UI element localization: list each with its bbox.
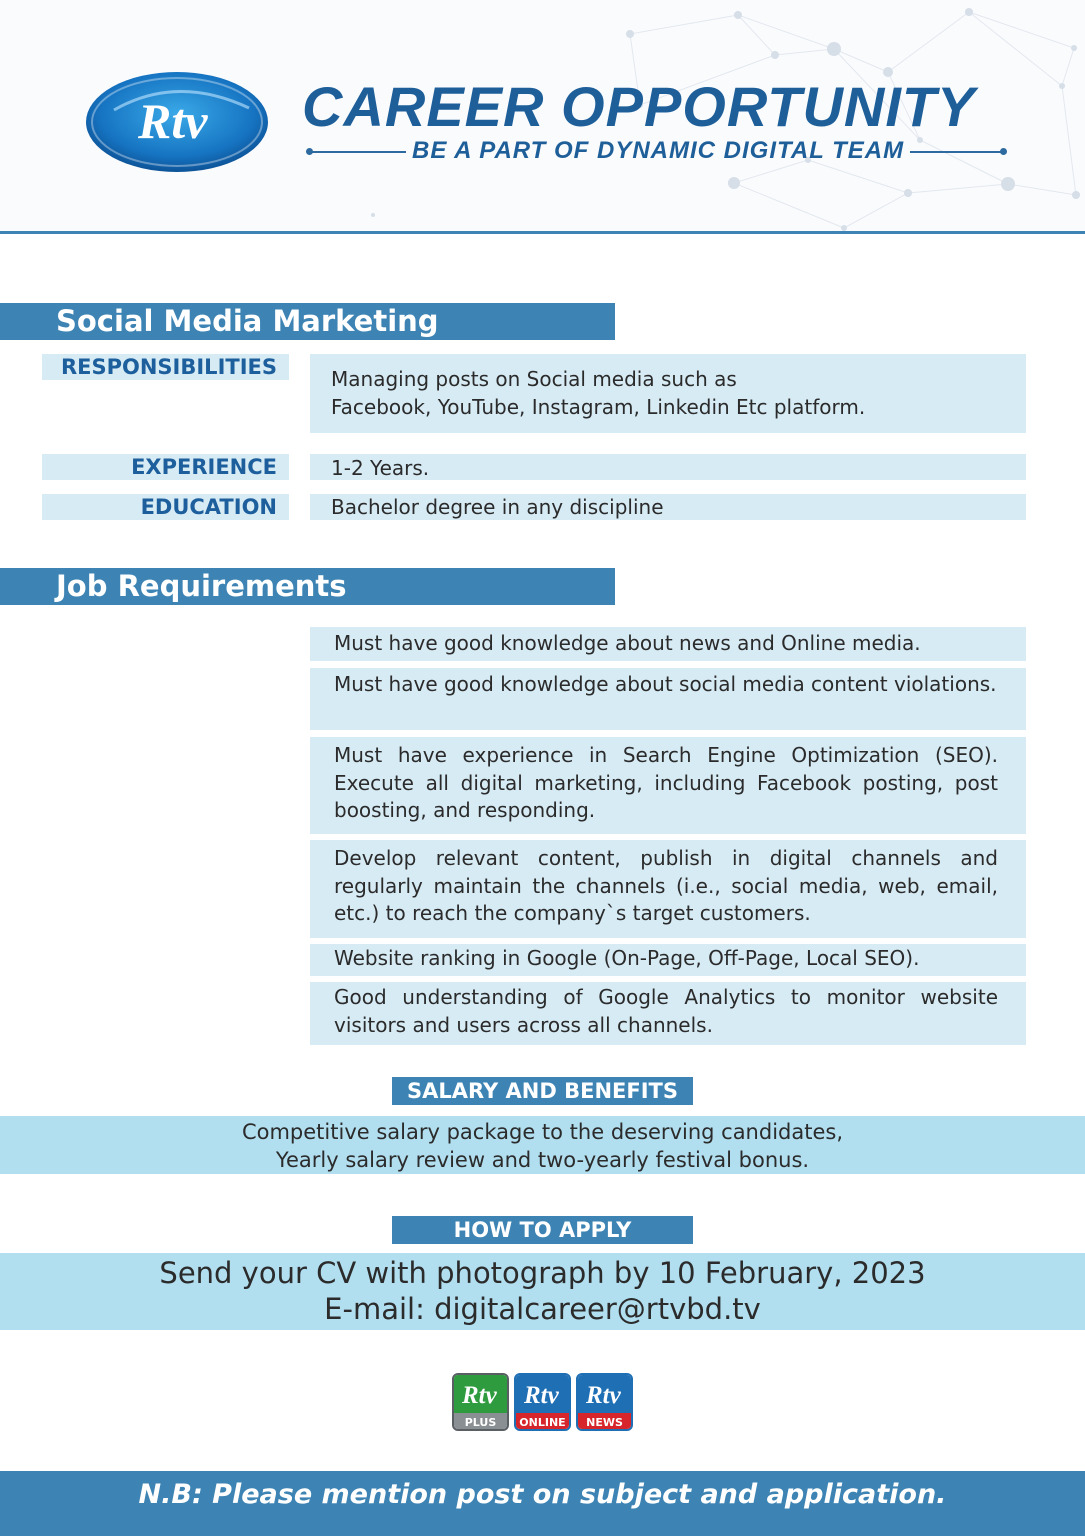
position-title-banner: Social Media Marketing bbox=[0, 303, 615, 340]
requirement-item: Must have good knowledge about social media content violations. bbox=[310, 668, 1026, 730]
footer-note: N.B: Please mention post on subject and application. bbox=[0, 1471, 1085, 1536]
svg-text:Rtv: Rtv bbox=[524, 1382, 559, 1409]
requirement-item: Website ranking in Google (On-Page, Off-Page, Local SEO). bbox=[310, 944, 1026, 976]
divider-line bbox=[910, 151, 1004, 153]
responsibilities-label: RESPONSIBILITIES bbox=[42, 354, 289, 380]
page-title: CAREER OPPORTUNITY bbox=[302, 75, 976, 138]
education-label: EDUCATION bbox=[42, 494, 289, 520]
requirement-item: Good understanding of Google Analytics to monitor website visitors and users across all channels. bbox=[310, 982, 1026, 1045]
salary-line: Yearly salary review and two-yearly festival bonus. bbox=[275, 1148, 810, 1172]
salary-heading: SALARY AND BENEFITS bbox=[392, 1077, 693, 1105]
experience-value: 1-2 Years. bbox=[310, 454, 1026, 480]
salary-band bbox=[0, 1116, 1085, 1174]
responsibilities-value bbox=[310, 354, 1026, 433]
channel-label: ONLINE bbox=[516, 1413, 569, 1431]
salary-line: Competitive salary package to the deserving candidates, bbox=[241, 1120, 844, 1144]
rtv-news-icon bbox=[576, 1373, 633, 1431]
experience-label: EXPERIENCE bbox=[42, 454, 289, 480]
channel-label: NEWS bbox=[578, 1413, 631, 1431]
subtitle-row bbox=[306, 137, 1006, 167]
rtv-plus-icon bbox=[452, 1373, 509, 1431]
apply-heading: HOW TO APPLY bbox=[392, 1216, 693, 1244]
education-value: Bachelor degree in any discipline bbox=[310, 494, 1026, 520]
svg-text:Rtv: Rtv bbox=[586, 1382, 621, 1409]
requirement-item: Must have experience in Search Engine Optimization (SEO). Execute all digital marketing, including Facebook posting, post boosting, and responding. bbox=[310, 737, 1026, 834]
rtv-logo bbox=[84, 70, 270, 174]
svg-text:Rtv: Rtv bbox=[138, 93, 208, 149]
requirements-title-banner: Job Requirements bbox=[0, 568, 615, 605]
requirement-item: Develop relevant content, publish in digital channels and regularly maintain the channels (i.e., social media, web, email, etc.) to reach the company`s target customers. bbox=[310, 840, 1026, 938]
requirement-item: Must have good knowledge about news and Online media. bbox=[310, 627, 1026, 661]
channel-label: PLUS bbox=[454, 1413, 507, 1431]
rtv-logo-icon bbox=[84, 70, 270, 174]
svg-text:Rtv: Rtv bbox=[462, 1382, 497, 1409]
page-subtitle: BE A PART OF DYNAMIC DIGITAL TEAM bbox=[412, 137, 905, 164]
divider-line bbox=[308, 151, 406, 153]
rtv-online-icon bbox=[514, 1373, 571, 1431]
responsibilities-line: Managing posts on Social media such as bbox=[331, 367, 737, 391]
header bbox=[0, 0, 1085, 234]
apply-band bbox=[0, 1253, 1085, 1330]
divider-dot bbox=[1000, 148, 1007, 155]
apply-email[interactable]: E-mail: digitalcareer@rtvbd.tv bbox=[324, 1292, 761, 1326]
apply-deadline: Send your CV with photograph by 10 February, 2023 bbox=[159, 1256, 926, 1290]
responsibilities-line: Facebook, YouTube, Instagram, Linkedin Etc platform. bbox=[331, 394, 866, 419]
